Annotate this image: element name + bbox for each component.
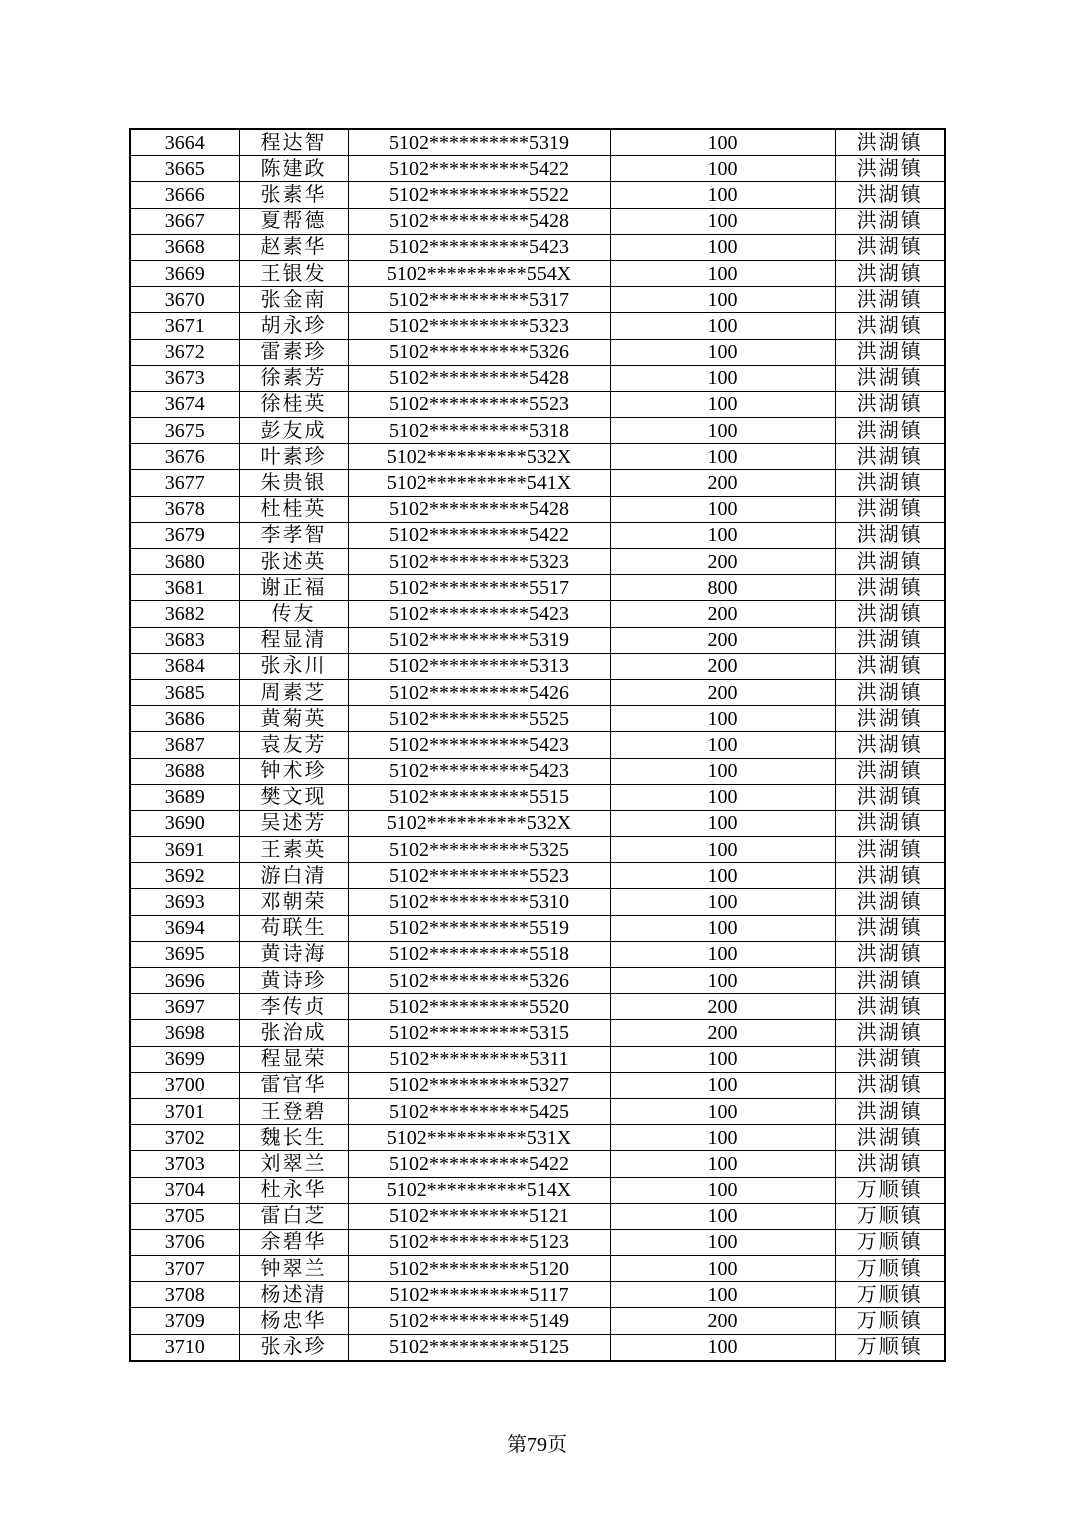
amount-cell: 200 (610, 994, 835, 1020)
row-number-cell: 3677 (130, 470, 239, 496)
name-cell: 程显荣 (239, 1046, 348, 1072)
town-cell: 洪湖镇 (835, 522, 945, 548)
table-row (130, 601, 945, 627)
town-cell: 洪湖镇 (835, 915, 945, 941)
name-cell: 彭友成 (239, 418, 348, 444)
amount-cell: 100 (610, 1151, 835, 1177)
row-number-cell: 3693 (130, 889, 239, 915)
name-cell: 朱贵银 (239, 470, 348, 496)
name-cell: 魏长生 (239, 1125, 348, 1151)
table-row (130, 1046, 945, 1072)
town-cell: 万顺镇 (835, 1334, 945, 1361)
row-number-cell: 3702 (130, 1125, 239, 1151)
town-cell: 洪湖镇 (835, 1046, 945, 1072)
table-row (130, 810, 945, 836)
town-cell: 万顺镇 (835, 1229, 945, 1255)
id-number-cell: 5102**********5428 (348, 496, 610, 522)
name-cell: 吴述芳 (239, 810, 348, 836)
town-cell: 万顺镇 (835, 1177, 945, 1203)
row-number-cell: 3681 (130, 575, 239, 601)
name-cell: 程达智 (239, 129, 348, 156)
name-cell: 雷官华 (239, 1072, 348, 1098)
town-cell: 万顺镇 (835, 1203, 945, 1229)
name-cell: 传友 (239, 601, 348, 627)
amount-cell: 100 (610, 1334, 835, 1361)
town-cell: 洪湖镇 (835, 260, 945, 286)
amount-cell: 800 (610, 575, 835, 601)
row-number-cell: 3666 (130, 182, 239, 208)
amount-cell: 100 (610, 706, 835, 732)
row-number-cell: 3692 (130, 863, 239, 889)
id-number-cell: 5102**********5423 (348, 234, 610, 260)
row-number-cell: 3694 (130, 915, 239, 941)
name-cell: 程显清 (239, 627, 348, 653)
amount-cell: 200 (610, 549, 835, 575)
row-number-cell: 3671 (130, 313, 239, 339)
town-cell: 洪湖镇 (835, 601, 945, 627)
row-number-cell: 3676 (130, 444, 239, 470)
town-cell: 洪湖镇 (835, 863, 945, 889)
roster-sheet (129, 128, 944, 1362)
amount-cell: 100 (610, 287, 835, 313)
table-row (130, 287, 945, 313)
town-cell: 万顺镇 (835, 1282, 945, 1308)
table-row (130, 889, 945, 915)
town-cell: 洪湖镇 (835, 706, 945, 732)
amount-cell: 100 (610, 837, 835, 863)
town-cell: 洪湖镇 (835, 837, 945, 863)
name-cell: 余碧华 (239, 1229, 348, 1255)
amount-cell: 100 (610, 234, 835, 260)
amount-cell: 100 (610, 1282, 835, 1308)
table-row (130, 260, 945, 286)
table-row (130, 575, 945, 601)
town-cell: 洪湖镇 (835, 732, 945, 758)
id-number-cell: 5102**********5123 (348, 1229, 610, 1255)
amount-cell: 100 (610, 208, 835, 234)
row-number-cell: 3699 (130, 1046, 239, 1072)
row-number-cell: 3688 (130, 758, 239, 784)
table-row (130, 784, 945, 810)
town-cell: 洪湖镇 (835, 156, 945, 182)
row-number-cell: 3670 (130, 287, 239, 313)
amount-cell: 100 (610, 496, 835, 522)
row-number-cell: 3667 (130, 208, 239, 234)
town-cell: 万顺镇 (835, 1308, 945, 1334)
row-number-cell: 3678 (130, 496, 239, 522)
table-row (130, 522, 945, 548)
town-cell: 洪湖镇 (835, 418, 945, 444)
amount-cell: 100 (610, 810, 835, 836)
name-cell: 赵素华 (239, 234, 348, 260)
table-row (130, 1203, 945, 1229)
id-number-cell: 5102**********5517 (348, 575, 610, 601)
row-number-cell: 3705 (130, 1203, 239, 1229)
town-cell: 洪湖镇 (835, 182, 945, 208)
town-cell: 洪湖镇 (835, 496, 945, 522)
amount-cell: 200 (610, 1020, 835, 1046)
town-cell: 洪湖镇 (835, 470, 945, 496)
row-number-cell: 3708 (130, 1282, 239, 1308)
table-row (130, 365, 945, 391)
table-row (130, 627, 945, 653)
amount-cell: 100 (610, 1125, 835, 1151)
name-cell: 张素华 (239, 182, 348, 208)
row-number-cell: 3680 (130, 549, 239, 575)
name-cell: 王银发 (239, 260, 348, 286)
name-cell: 杜永华 (239, 1177, 348, 1203)
town-cell: 洪湖镇 (835, 758, 945, 784)
name-cell: 徐桂英 (239, 391, 348, 417)
row-number-cell: 3706 (130, 1229, 239, 1255)
row-number-cell: 3704 (130, 1177, 239, 1203)
table-row (130, 549, 945, 575)
amount-cell: 100 (610, 156, 835, 182)
town-cell: 洪湖镇 (835, 313, 945, 339)
row-number-cell: 3672 (130, 339, 239, 365)
row-number-cell: 3689 (130, 784, 239, 810)
amount-cell: 100 (610, 522, 835, 548)
town-cell: 洪湖镇 (835, 575, 945, 601)
town-cell: 洪湖镇 (835, 287, 945, 313)
id-number-cell: 5102**********5323 (348, 549, 610, 575)
table-row (130, 758, 945, 784)
table-row (130, 837, 945, 863)
table-row (130, 1098, 945, 1124)
table-row (130, 915, 945, 941)
id-number-cell: 5102**********5120 (348, 1256, 610, 1282)
amount-cell: 100 (610, 1229, 835, 1255)
town-cell: 洪湖镇 (835, 1072, 945, 1098)
town-cell: 万顺镇 (835, 1256, 945, 1282)
amount-cell: 100 (610, 941, 835, 967)
amount-cell: 100 (610, 889, 835, 915)
row-number-cell: 3697 (130, 994, 239, 1020)
id-number-cell: 5102**********5319 (348, 627, 610, 653)
id-number-cell: 5102**********5325 (348, 837, 610, 863)
town-cell: 洪湖镇 (835, 679, 945, 705)
row-number-cell: 3679 (130, 522, 239, 548)
name-cell: 叶素珍 (239, 444, 348, 470)
id-number-cell: 5102**********5522 (348, 182, 610, 208)
id-number-cell: 5102**********5318 (348, 418, 610, 444)
amount-cell: 100 (610, 1177, 835, 1203)
table-row (130, 863, 945, 889)
id-number-cell: 5102**********5323 (348, 313, 610, 339)
id-number-cell: 5102**********5422 (348, 522, 610, 548)
id-number-cell: 5102**********5518 (348, 941, 610, 967)
amount-cell: 100 (610, 758, 835, 784)
id-number-cell: 5102**********531X (348, 1125, 610, 1151)
name-cell: 雷白芝 (239, 1203, 348, 1229)
id-number-cell: 5102**********5428 (348, 208, 610, 234)
town-cell: 洪湖镇 (835, 365, 945, 391)
table-row (130, 496, 945, 522)
row-number-cell: 3710 (130, 1334, 239, 1361)
town-cell: 洪湖镇 (835, 994, 945, 1020)
amount-cell: 100 (610, 732, 835, 758)
name-cell: 黄诗珍 (239, 968, 348, 994)
name-cell: 王登碧 (239, 1098, 348, 1124)
table-row (130, 470, 945, 496)
table-row (130, 1282, 945, 1308)
table-row (130, 182, 945, 208)
row-number-cell: 3664 (130, 129, 239, 156)
amount-cell: 100 (610, 1256, 835, 1282)
table-row (130, 208, 945, 234)
id-number-cell: 5102**********532X (348, 444, 610, 470)
town-cell: 洪湖镇 (835, 339, 945, 365)
row-number-cell: 3675 (130, 418, 239, 444)
name-cell: 张永川 (239, 653, 348, 679)
name-cell: 王素英 (239, 837, 348, 863)
table-row (130, 418, 945, 444)
row-number-cell: 3684 (130, 653, 239, 679)
id-number-cell: 5102**********5125 (348, 1334, 610, 1361)
amount-cell: 100 (610, 784, 835, 810)
town-cell: 洪湖镇 (835, 549, 945, 575)
id-number-cell: 5102**********514X (348, 1177, 610, 1203)
amount-cell: 100 (610, 391, 835, 417)
table-row (130, 1125, 945, 1151)
id-number-cell: 5102**********5519 (348, 915, 610, 941)
id-number-cell: 5102**********5121 (348, 1203, 610, 1229)
table-row (130, 732, 945, 758)
name-cell: 周素芝 (239, 679, 348, 705)
town-cell: 洪湖镇 (835, 234, 945, 260)
id-number-cell: 5102**********5423 (348, 732, 610, 758)
name-cell: 徐素芳 (239, 365, 348, 391)
id-number-cell: 5102**********5520 (348, 994, 610, 1020)
amount-cell: 200 (610, 1308, 835, 1334)
table-row (130, 234, 945, 260)
town-cell: 洪湖镇 (835, 444, 945, 470)
id-number-cell: 5102**********5523 (348, 391, 610, 417)
amount-cell: 100 (610, 863, 835, 889)
town-cell: 洪湖镇 (835, 889, 945, 915)
amount-cell: 100 (610, 1098, 835, 1124)
table-row (130, 1256, 945, 1282)
amount-cell: 200 (610, 679, 835, 705)
town-cell: 洪湖镇 (835, 1098, 945, 1124)
town-cell: 洪湖镇 (835, 208, 945, 234)
name-cell: 黄诗海 (239, 941, 348, 967)
amount-cell: 100 (610, 1203, 835, 1229)
roster-table-body (130, 129, 945, 1361)
name-cell: 刘翠兰 (239, 1151, 348, 1177)
id-number-cell: 5102**********532X (348, 810, 610, 836)
row-number-cell: 3698 (130, 1020, 239, 1046)
id-number-cell: 5102**********541X (348, 470, 610, 496)
amount-cell: 200 (610, 470, 835, 496)
id-number-cell: 5102**********5428 (348, 365, 610, 391)
id-number-cell: 5102**********5422 (348, 1151, 610, 1177)
row-number-cell: 3700 (130, 1072, 239, 1098)
id-number-cell: 5102**********5523 (348, 863, 610, 889)
name-cell: 夏帮德 (239, 208, 348, 234)
amount-cell: 200 (610, 627, 835, 653)
name-cell: 张永珍 (239, 1334, 348, 1361)
id-number-cell: 5102**********5117 (348, 1282, 610, 1308)
table-row (130, 1308, 945, 1334)
amount-cell: 100 (610, 418, 835, 444)
table-row (130, 941, 945, 967)
town-cell: 洪湖镇 (835, 941, 945, 967)
id-number-cell: 5102**********5315 (348, 1020, 610, 1046)
amount-cell: 200 (610, 601, 835, 627)
table-row (130, 994, 945, 1020)
id-number-cell: 5102**********5423 (348, 601, 610, 627)
row-number-cell: 3673 (130, 365, 239, 391)
amount-cell: 100 (610, 339, 835, 365)
table-row (130, 1334, 945, 1361)
name-cell: 杜桂英 (239, 496, 348, 522)
town-cell: 洪湖镇 (835, 784, 945, 810)
amount-cell: 100 (610, 915, 835, 941)
id-number-cell: 5102**********5423 (348, 758, 610, 784)
table-row (130, 444, 945, 470)
row-number-cell: 3691 (130, 837, 239, 863)
table-row (130, 679, 945, 705)
amount-cell: 100 (610, 129, 835, 156)
table-row (130, 1229, 945, 1255)
id-number-cell: 5102**********5317 (348, 287, 610, 313)
row-number-cell: 3687 (130, 732, 239, 758)
amount-cell: 100 (610, 1046, 835, 1072)
table-row (130, 1072, 945, 1098)
table-row (130, 156, 945, 182)
id-number-cell: 5102**********5326 (348, 339, 610, 365)
amount-cell: 100 (610, 444, 835, 470)
town-cell: 洪湖镇 (835, 129, 945, 156)
town-cell: 洪湖镇 (835, 391, 945, 417)
row-number-cell: 3669 (130, 260, 239, 286)
town-cell: 洪湖镇 (835, 968, 945, 994)
name-cell: 黄菊英 (239, 706, 348, 732)
name-cell: 袁友芳 (239, 732, 348, 758)
row-number-cell: 3707 (130, 1256, 239, 1282)
id-number-cell: 5102**********5525 (348, 706, 610, 732)
id-number-cell: 5102**********5422 (348, 156, 610, 182)
amount-cell: 100 (610, 313, 835, 339)
row-number-cell: 3695 (130, 941, 239, 967)
row-number-cell: 3685 (130, 679, 239, 705)
amount-cell: 100 (610, 968, 835, 994)
row-number-cell: 3709 (130, 1308, 239, 1334)
id-number-cell: 5102**********5319 (348, 129, 610, 156)
id-number-cell: 5102**********5515 (348, 784, 610, 810)
town-cell: 洪湖镇 (835, 653, 945, 679)
table-row (130, 129, 945, 156)
id-number-cell: 5102**********5149 (348, 1308, 610, 1334)
roster-table (129, 128, 946, 1362)
row-number-cell: 3701 (130, 1098, 239, 1124)
name-cell: 李孝智 (239, 522, 348, 548)
amount-cell: 100 (610, 365, 835, 391)
town-cell: 洪湖镇 (835, 1020, 945, 1046)
amount-cell: 100 (610, 182, 835, 208)
name-cell: 李传贞 (239, 994, 348, 1020)
name-cell: 樊文现 (239, 784, 348, 810)
id-number-cell: 5102**********5310 (348, 889, 610, 915)
name-cell: 邓朝荣 (239, 889, 348, 915)
row-number-cell: 3665 (130, 156, 239, 182)
name-cell: 钟翠兰 (239, 1256, 348, 1282)
table-row (130, 706, 945, 732)
amount-cell: 200 (610, 653, 835, 679)
name-cell: 胡永珍 (239, 313, 348, 339)
id-number-cell: 5102**********5313 (348, 653, 610, 679)
id-number-cell: 5102**********5425 (348, 1098, 610, 1124)
id-number-cell: 5102**********554X (348, 260, 610, 286)
id-number-cell: 5102**********5311 (348, 1046, 610, 1072)
name-cell: 雷素珍 (239, 339, 348, 365)
amount-cell: 100 (610, 260, 835, 286)
name-cell: 钟术珍 (239, 758, 348, 784)
table-row (130, 339, 945, 365)
row-number-cell: 3696 (130, 968, 239, 994)
row-number-cell: 3703 (130, 1151, 239, 1177)
table-row (130, 391, 945, 417)
name-cell: 张治成 (239, 1020, 348, 1046)
id-number-cell: 5102**********5426 (348, 679, 610, 705)
name-cell: 张述英 (239, 549, 348, 575)
name-cell: 陈建政 (239, 156, 348, 182)
name-cell: 杨述清 (239, 1282, 348, 1308)
table-row (130, 1020, 945, 1046)
town-cell: 洪湖镇 (835, 1125, 945, 1151)
amount-cell: 100 (610, 1072, 835, 1098)
row-number-cell: 3682 (130, 601, 239, 627)
table-row (130, 313, 945, 339)
row-number-cell: 3668 (130, 234, 239, 260)
table-row (130, 1151, 945, 1177)
table-row (130, 1177, 945, 1203)
name-cell: 杨忠华 (239, 1308, 348, 1334)
id-number-cell: 5102**********5327 (348, 1072, 610, 1098)
row-number-cell: 3683 (130, 627, 239, 653)
name-cell: 谢正福 (239, 575, 348, 601)
name-cell: 张金南 (239, 287, 348, 313)
row-number-cell: 3690 (130, 810, 239, 836)
town-cell: 洪湖镇 (835, 627, 945, 653)
name-cell: 游白清 (239, 863, 348, 889)
row-number-cell: 3686 (130, 706, 239, 732)
table-row (130, 968, 945, 994)
town-cell: 洪湖镇 (835, 1151, 945, 1177)
page-number: 第79页 (507, 1434, 567, 1456)
table-row (130, 653, 945, 679)
town-cell: 洪湖镇 (835, 810, 945, 836)
id-number-cell: 5102**********5326 (348, 968, 610, 994)
row-number-cell: 3674 (130, 391, 239, 417)
name-cell: 苟联生 (239, 915, 348, 941)
